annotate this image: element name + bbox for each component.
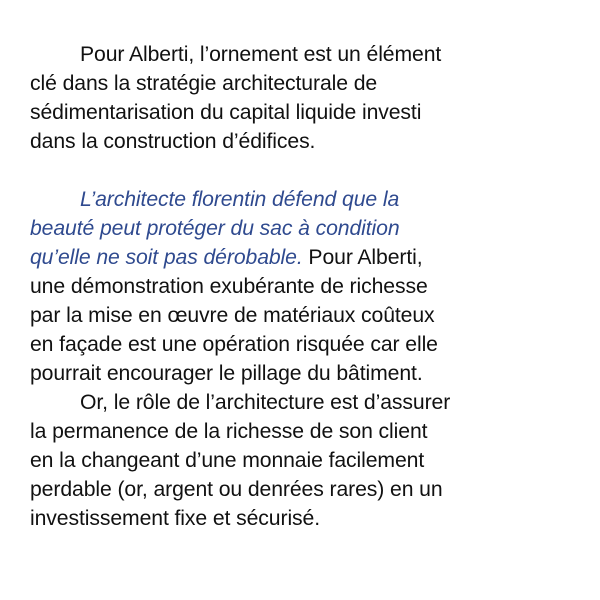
document-body [30,40,590,533]
paragraph-continuation: Pour Alberti, une démonstration exubérante de richesse par la mise en œuvre de matériaux coûteux en façade est une opération risquée car elle pourrait encourager le pillage du bâtiment. [30,246,438,385]
paragraph-florentine-architect [30,185,590,388]
paragraph-role-of-architecture: Or, le rôle de l’architecture est d’assurer la permanence de la richesse de son client en la changeant d’une monnaie facilement perdable (or, argent ou denrées rares) en un investissement fixe et sécurisé. [30,391,451,530]
highlighted-quote: L’architecte florentin défend que la beauté peut protéger du sac à condition qu’elle ne soit pas dérobable. [30,188,400,269]
paragraph-ornament: Pour Alberti, l’ornement est un élément clé dans la stratégie architecturale de sédimentarisation du capital liquide investi dans la construction d’édifices. [30,43,442,153]
